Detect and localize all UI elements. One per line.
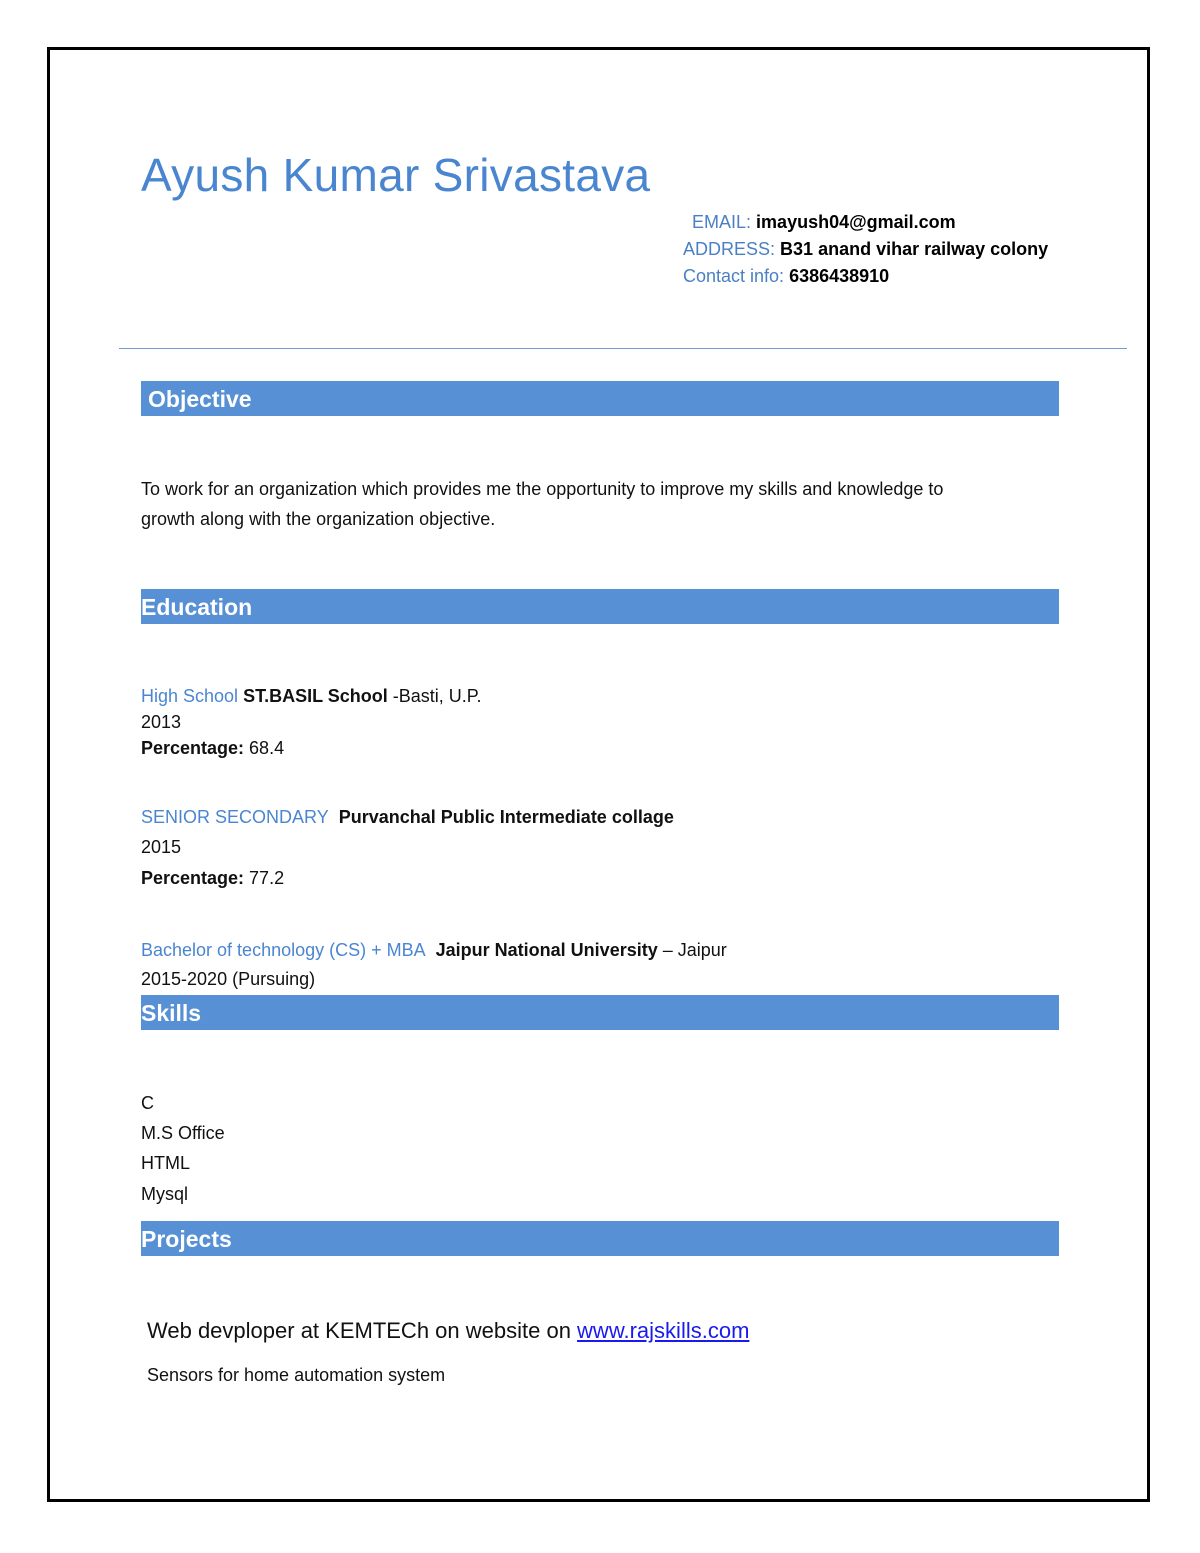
header-divider (119, 348, 1127, 349)
section-header-skills: Skills (141, 995, 1059, 1030)
phone-line (683, 263, 889, 290)
candidate-name: Ayush Kumar Srivastava (141, 149, 651, 201)
section-header-objective: Objective (141, 381, 1059, 416)
section-header-education: Education (141, 589, 1059, 624)
percentage-value: 77.2 (244, 868, 285, 888)
education-entry-3 (141, 940, 727, 961)
project-item-1 (147, 1318, 749, 1344)
education-location: – Jaipur (657, 940, 727, 960)
education-level: Bachelor of technology (CS) + MBA (141, 940, 426, 960)
education-institution: ST.BASIL School (243, 686, 388, 706)
section-header-projects: Projects (141, 1221, 1059, 1256)
education-percentage (141, 738, 284, 759)
education-year: 2015-2020 (Pursuing) (141, 969, 316, 989)
phone-label: Contact info: (683, 266, 785, 286)
percentage-label: Percentage: (141, 868, 245, 888)
address-value: B31 anand vihar railway colony (780, 239, 1049, 259)
education-level: High School (141, 686, 239, 706)
education-percentage (141, 868, 284, 889)
percentage-value: 68.4 (244, 738, 285, 758)
education-year: 2013 (141, 712, 182, 732)
phone-value: 6386438910 (789, 266, 890, 286)
skill-item: Mysql (141, 1184, 189, 1204)
skill-item: HTML (141, 1153, 190, 1173)
project-item-2: Sensors for home automation system (147, 1365, 446, 1385)
project-description: Web devploper at KEMTECh on website on (147, 1318, 578, 1343)
email-label: EMAIL: (692, 212, 752, 232)
percentage-label: Percentage: (141, 738, 245, 758)
education-institution: Purvanchal Public Intermediate collage (338, 807, 674, 827)
objective-line-1: To work for an organization which provides me the opportunity to improve my skills and knowledge to (141, 479, 944, 499)
skill-item: M.S Office (141, 1123, 225, 1143)
education-level: SENIOR SECONDARY (141, 807, 329, 827)
education-entry-1 (141, 686, 481, 707)
address-label: ADDRESS: (683, 239, 776, 259)
objective-line-2: growth along with the organization objective. (141, 509, 496, 529)
education-location: -Basti, U.P. (387, 686, 482, 706)
page-border (47, 47, 1150, 1502)
address-line (683, 236, 1048, 263)
education-entry-2 (141, 807, 674, 828)
email-value: imayush04@gmail.com (756, 212, 956, 232)
project-website-link[interactable]: www.rajskills.com (577, 1318, 750, 1343)
skill-item: C (141, 1093, 154, 1113)
education-institution: Jaipur National University (435, 940, 658, 960)
education-year: 2015 (141, 837, 182, 857)
email-line (692, 209, 956, 236)
